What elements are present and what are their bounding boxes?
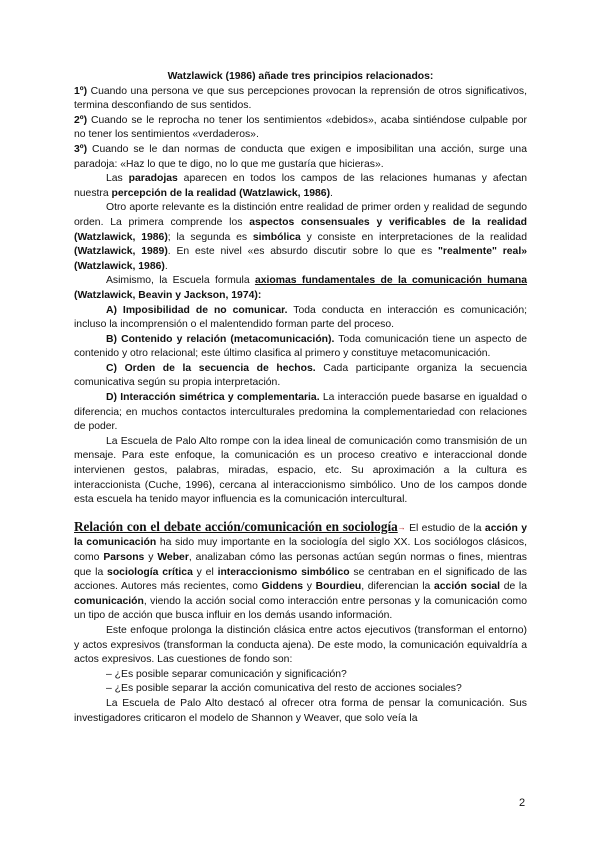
principle-2: 2º) Cuando se le reprocha no tener los sentimientos «debidos», acaba sintiéndose culpable por no tener los sentimientos «verdaderos». [74,114,527,141]
principle-1: 1º) Cuando una persona ve que sus percepciones provocan la reprensión de otros significativos, termina desconfiando de sus sentidos. [74,85,527,112]
paragraph-paradojas: Las paradojas aparecen en todos los campos de las relaciones humanas y afectan nuestra percepción de la realidad (Watzlawick, 1986). [74,173,528,199]
section-paragraph-3: La Escuela de Palo Alto destacó al ofrecer otra forma de pensar la comunicación. Sus investigadores criticaron el modelo de Shannon y Weaver, que solo veía la [74,697,527,724]
paragraph-realidad: Otro aporte relevante es la distinción entre realidad de primer orden y realidad de segundo orden. La primera comprende los aspectos consensuales y verificables de la realidad (Watzlawick, 1986); la segunda es simbólica y consiste en interpretaciones de la realidad (Watzlawick, 1989). En este nivel «es absurdo discutir sobre lo que es "realmente" real» (Watzlawick, 1986). [74,202,527,272]
principle-3: 3º) Cuando se le dan normas de conducta que exigen e imposibilitan una acción, surge una paradoja: «Haz lo que te digo, no lo que me gustaría que hicieras». [74,143,527,170]
question-1: – ¿Es posible separar comunicación y significación? [106,668,347,680]
section-title: Relación con el debate acción/comunicación en sociología [74,518,398,534]
paragraph-palo-alto: La Escuela de Palo Alto rompe con la idea lineal de comunicación como transmisión de un mensaje. Para este enfoque, la comunicación es un proceso creativo e interaccional donde intervienen gestos, palabras, miradas, espacio, etc. Su aproximación a la cultura es interaccionista (Cuche, 1996), cercana al interaccionismo simbólico. Uno de los campos donde esta escuela ha tenido mayor influencia es la comunicación intercultural. [74,435,527,506]
section-paragraph-1: Relación con el debate acción/comunicación en sociología→ El estudio de la acción y la comunicación ha sido muy importante en la sociología del siglo XX. Los sociólogos clásicos, como Parsons y Weber, analizaban cómo las personas actúan según normas o fines, mientras que la sociología crítica y el interaccionismo simbólico se centraban en el significado de las acciones. Autores más recientes, como Giddens y Bourdieu, diferencian la acción social de la comunicación, viendo la acción social como interacción entre personas y la comunicación como un tipo de acción que busca influir en los demás usando información. [74,518,528,622]
document-body [74,70,527,726]
arrow-icon: → [397,522,406,532]
page-number: 2 [519,797,526,809]
principles-heading: Watzlawick (1986) añade tres principios relacionados: [167,71,434,82]
axiom-b: B) Contenido y relación (metacomunicación). Toda comunicación tiene un aspecto de contenido y otro relacional; este último clasifica al primero y constituye metacomunicación. [74,333,528,360]
axiom-d: D) Interacción simétrica y complementaria. La interacción puede basarse en igualdad o diferencia; en muchos contactos interculturales predomina la complementariedad con relaciones de poder. [74,392,527,433]
question-2: – ¿Es posible separar la acción comunicativa del resto de acciones sociales? [106,683,462,695]
section-paragraph-2: Este enfoque prolonga la distinción clásica entre actos ejecutivos (transforman el entorno) y actos expresivos (transforman la conducta ajena). De este modo, la comunicación equivaldría a actos expresivos. Las cuestiones de fondo son: [74,624,527,666]
axiom-a: A) Imposibilidad de no comunicar. Toda conducta en interacción es comunicación; incluso la incomprensión o el malentendido forman parte del proceso. [74,304,527,331]
axiom-c: C) Orden de la secuencia de hechos. Cada participante organiza la secuencia comunicativa según su propia interpretación. [74,362,527,389]
paragraph-axiomas: Asimismo, la Escuela formula axiomas fundamentales de la comunicación humana (Watzlawick, Beavin y Jackson, 1974): [74,275,527,301]
